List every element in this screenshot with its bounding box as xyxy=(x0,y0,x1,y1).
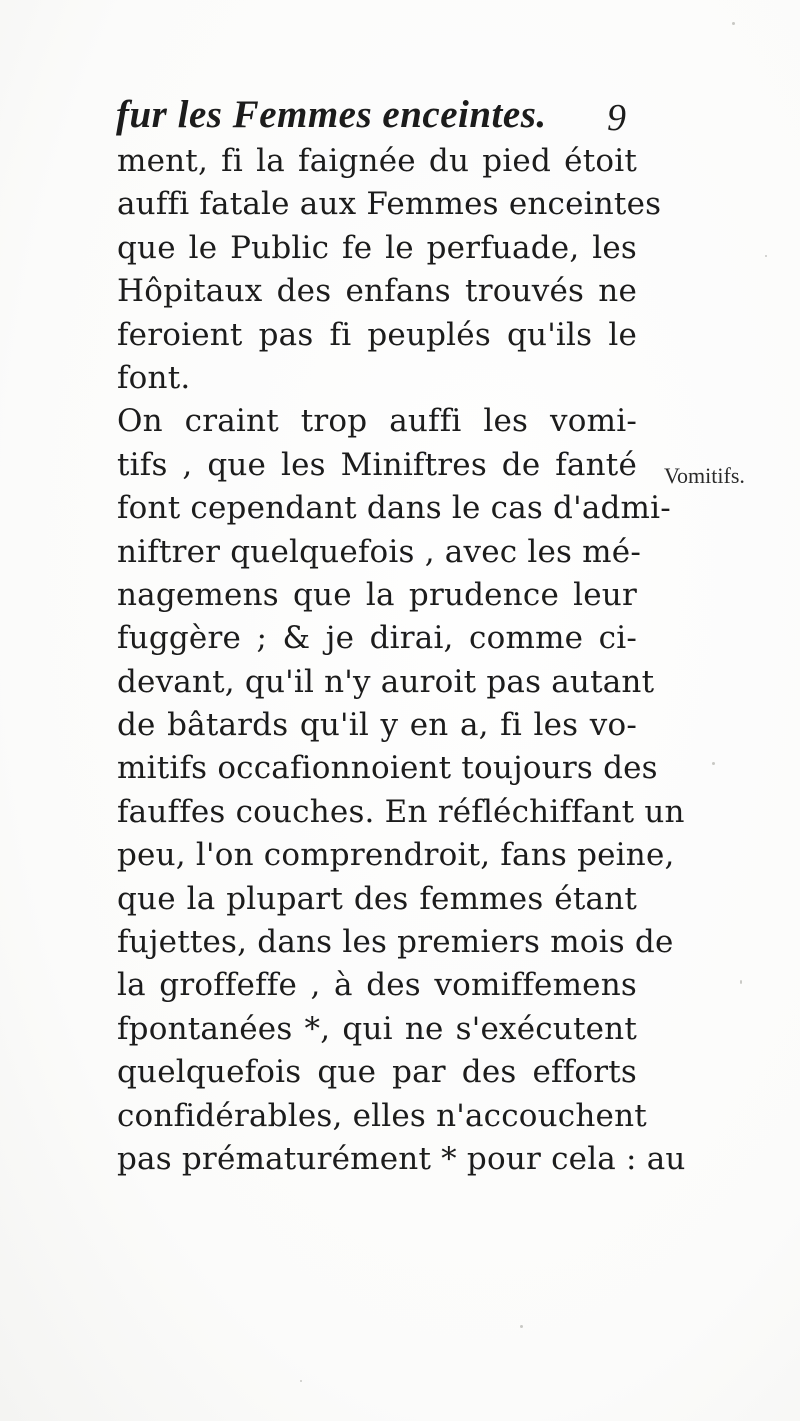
text-line: On craint trop auffi les vomi- xyxy=(117,403,637,440)
text-line: fuggère ; & je dirai, comme ci- xyxy=(117,620,637,657)
text-line: que la plupart des femmes étant xyxy=(117,880,637,917)
body-text xyxy=(117,140,686,1181)
paper-speck xyxy=(732,22,735,25)
page-header xyxy=(116,92,626,144)
text-line: mitifs occafionnoient toujours des xyxy=(117,750,658,787)
paper-speck xyxy=(712,762,715,765)
text-line: pas prématurément * pour cela : au xyxy=(117,1140,686,1177)
text-line: auffi fatale aux Femmes enceintes xyxy=(117,186,662,223)
paper-speck xyxy=(300,1380,302,1382)
paper-speck xyxy=(520,1325,523,1328)
text-line: quelquefois que par des efforts xyxy=(117,1054,637,1091)
text-line: confidérables, elles n'accouchent xyxy=(117,1097,647,1134)
text-line: Hôpitaux des enfans trouvés ne xyxy=(117,273,637,310)
text-line: nagemens que la prudence leur xyxy=(117,576,637,613)
paper-speck xyxy=(740,980,742,984)
text-line: fauffes couches. En réfléchiffant un xyxy=(117,793,685,830)
text-line: niftrer quelquefois , avec les mé- xyxy=(117,533,641,570)
text-line: ment, fi la faignée du pied étoit xyxy=(117,143,637,179)
running-title: fur les Femmes enceintes. xyxy=(116,93,547,136)
text-line: de bâtards qu'il y en a, fi les vo- xyxy=(117,707,637,744)
text-line: feroient pas fi peuplés qu'ils le xyxy=(117,316,637,353)
text-line: font cependant dans le cas d'admi- xyxy=(117,490,671,527)
text-line: font. xyxy=(117,359,191,396)
paper-speck xyxy=(765,255,767,257)
text-line: peu, l'on comprendroit, fans peine, xyxy=(117,837,675,874)
text-line: tifs , que les Miniftres de fanté xyxy=(117,446,637,483)
text-line: que le Public fe le perfuade, les xyxy=(117,229,637,266)
marginal-note: Vomitifs. xyxy=(664,463,745,488)
text-line: la groffeffe , à des vomiffemens xyxy=(117,967,637,1004)
page-number: 9 xyxy=(607,97,626,139)
text-line: fpontanées *, qui ne s'exécutent xyxy=(117,1010,637,1047)
text-line: fujettes, dans les premiers mois de xyxy=(117,924,674,961)
text-line: devant, qu'il n'y auroit pas autant xyxy=(117,663,655,700)
